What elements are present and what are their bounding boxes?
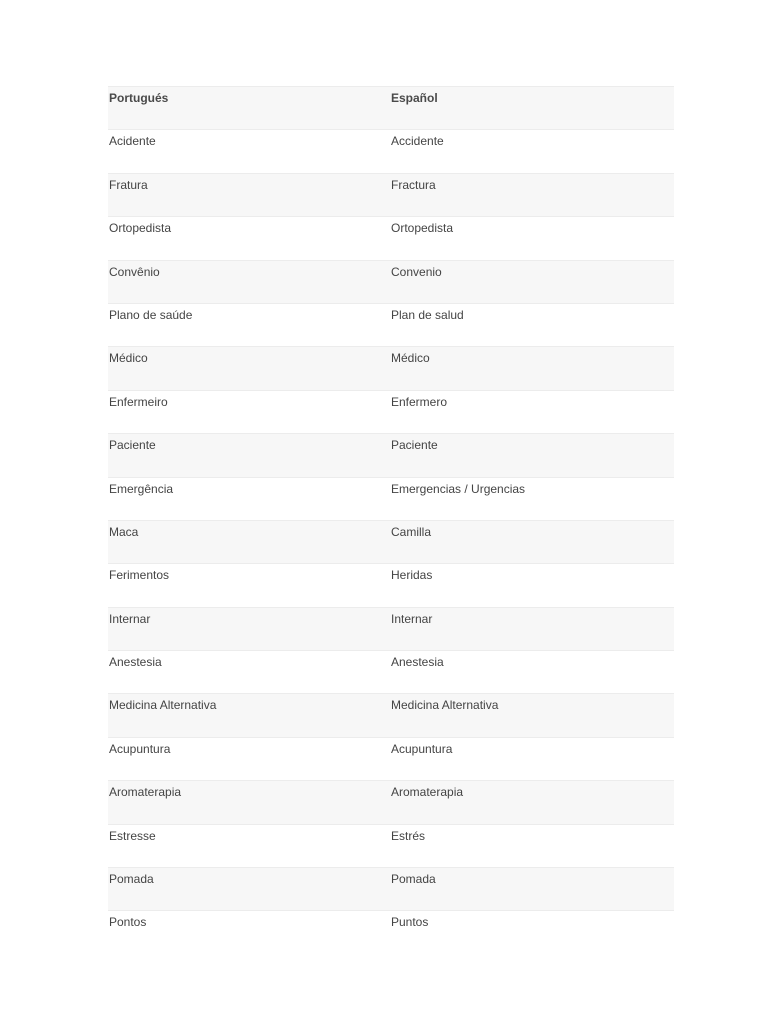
cell-portuguese: Pomada (109, 872, 154, 887)
table-row (108, 780, 674, 823)
cell-spanish: Ortopedista (391, 221, 454, 236)
cell-spanish: Médico (391, 351, 430, 366)
cell-portuguese: Acidente (109, 134, 156, 149)
cell-portuguese: Ferimentos (109, 568, 170, 583)
cell-portuguese: Fratura (109, 177, 148, 192)
cell-spanish: Heridas (391, 568, 433, 583)
cell-spanish: Accidente (391, 134, 444, 149)
cell-portuguese: Paciente (109, 438, 156, 453)
table-row (108, 607, 674, 650)
table-row (108, 824, 674, 867)
cell-portuguese: Anestesia (109, 655, 162, 670)
cell-spanish: Camilla (391, 524, 432, 539)
cell-portuguese: Estresse (109, 828, 156, 843)
cell-portuguese: Acupuntura (109, 741, 171, 756)
cell-spanish: Medicina Alternativa (391, 698, 499, 713)
table-header-row (108, 86, 674, 129)
cell-spanish: Pomada (391, 872, 436, 887)
cell-portuguese: Emergência (109, 481, 174, 496)
cell-portuguese: Plano de saúde (109, 307, 193, 322)
header-portuguese: Portugués (109, 91, 169, 105)
table-row (108, 390, 674, 433)
cell-spanish: Puntos (391, 915, 429, 930)
table-row (108, 129, 674, 172)
cell-spanish: Emergencias / Urgencias (391, 481, 526, 496)
cell-portuguese: Aromaterapia (109, 785, 182, 800)
cell-spanish: Paciente (391, 438, 438, 453)
cell-portuguese: Enfermeiro (109, 394, 168, 409)
cell-spanish: Enfermero (391, 394, 448, 409)
table-row (108, 303, 674, 346)
cell-portuguese: Médico (109, 351, 148, 366)
cell-portuguese: Maca (109, 524, 139, 539)
cell-spanish: Plan de salud (391, 307, 464, 322)
table-row (108, 346, 674, 389)
header-spanish: Español (391, 91, 438, 105)
cell-spanish: Acupuntura (391, 741, 453, 756)
cell-spanish: Internar (391, 611, 433, 626)
cell-spanish: Aromaterapia (391, 785, 464, 800)
cell-spanish: Estrés (391, 828, 426, 843)
cell-portuguese: Medicina Alternativa (109, 698, 217, 713)
cell-portuguese: Ortopedista (109, 221, 172, 236)
table-row (108, 216, 674, 259)
table-row (108, 737, 674, 780)
cell-portuguese: Pontos (109, 915, 147, 930)
table-row (108, 173, 674, 216)
table-row (108, 520, 674, 563)
table-row (108, 693, 674, 736)
table-row (108, 910, 674, 953)
table-row (108, 650, 674, 693)
cell-portuguese: Convênio (109, 264, 160, 279)
table-row (108, 477, 674, 520)
table-row (108, 867, 674, 910)
cell-spanish: Fractura (391, 177, 436, 192)
table-row (108, 260, 674, 303)
cell-portuguese: Internar (109, 611, 151, 626)
cell-spanish: Convenio (391, 264, 442, 279)
table-row (108, 433, 674, 476)
table-row (108, 563, 674, 606)
vocabulary-table (108, 86, 674, 954)
cell-spanish: Anestesia (391, 655, 444, 670)
